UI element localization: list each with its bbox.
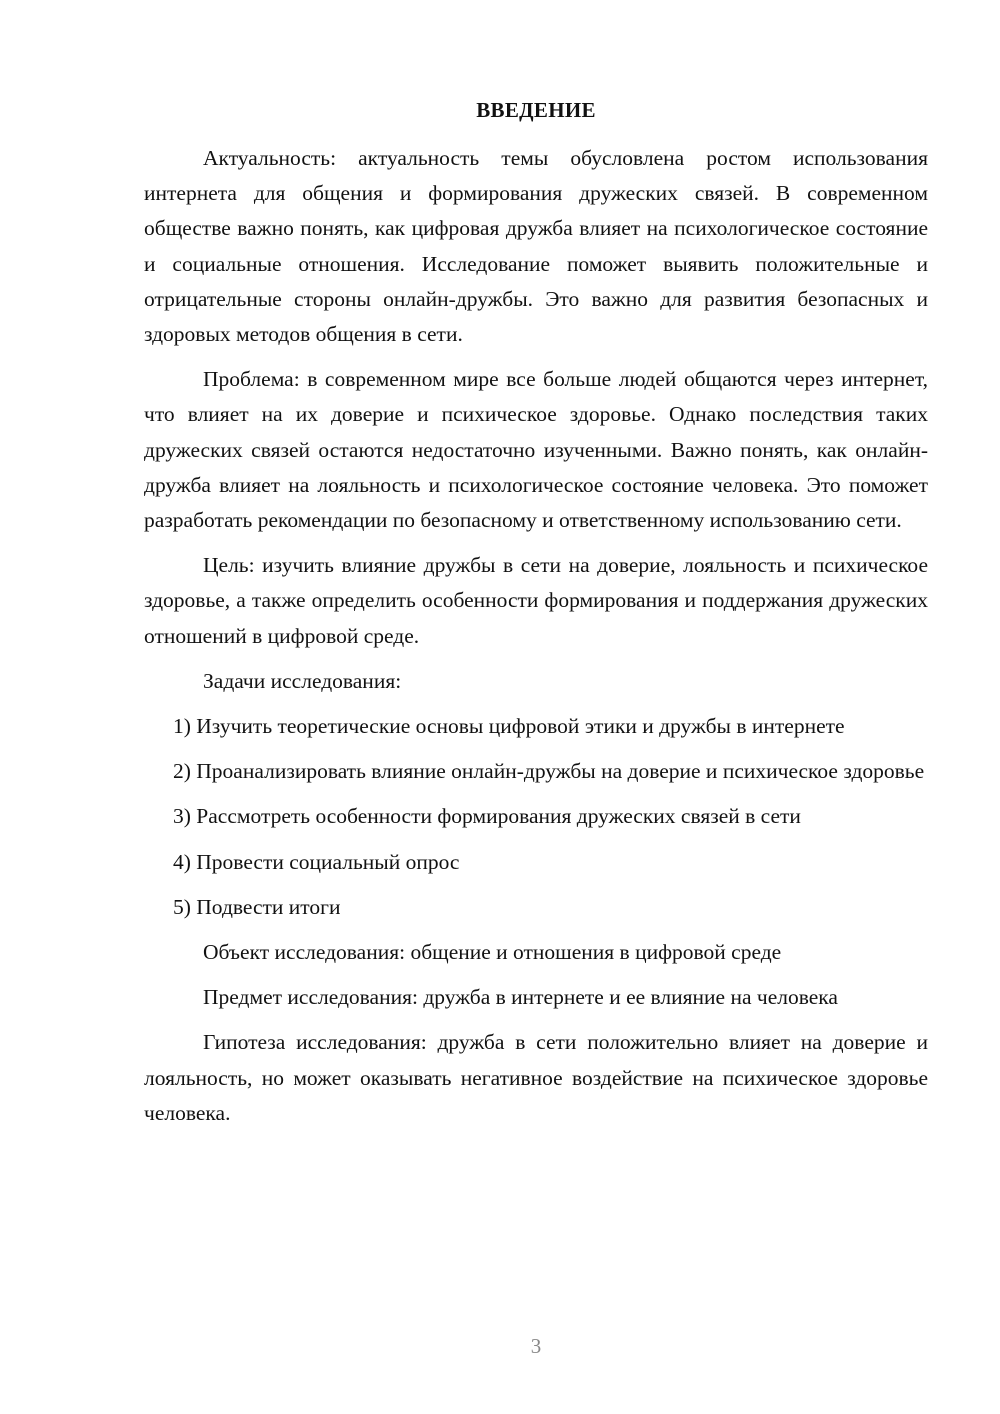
tasks-heading: Задачи исследования: [203, 668, 402, 693]
paragraph-subject: Предмет исследования: дружба в интернете и ее влияние на человека [203, 985, 838, 1010]
paragraph-problem: Проблема: в современном мире все больше людей общаются через интернет, что влияет на их доверие и психическое здоровье. Однако последствия таких дружеских связей остаются недостаточно изученными. Важно понять, как онлайн-дружба влияет на лояльность и психологическое состояние человека. Это поможет разработать рекомендации по безопасному и ответственному использованию сети. [144, 367, 928, 533]
task-item-5: 5) Подвести итоги [173, 894, 341, 919]
page-number: 3 [530, 1334, 542, 1358]
task-item-2: 2) Проанализировать влияние онлайн-дружбы на доверие и психическое здоровье [173, 759, 925, 784]
paragraph-goal: Цель: изучить влияние дружбы в сети на доверие, лояльность и психическое здоровье, а также определить особенности формирования и поддержания дружеских отношений в цифровой среде. [144, 553, 928, 648]
section-title: ВВЕДЕНИЕ [476, 98, 596, 122]
document-body [144, 141, 928, 1131]
task-item-1: 1) Изучить теоретические основы цифровой этики и дружбы в интернете [173, 714, 845, 739]
paragraph-object: Объект исследования: общение и отношения в цифровой среде [203, 940, 782, 965]
paragraph-hypothesis: Гипотеза исследования: дружба в сети положительно влияет на доверие и лояльность, но может оказывать негативное воздействие на психическое здоровье человека. [144, 1030, 928, 1125]
task-item-3: 3) Рассмотреть особенности формирования дружеских связей в сети [173, 804, 801, 829]
paragraph-relevance: Актуальность: актуальность темы обусловлена ростом использования интернета для общения и формирования дружеских связей. В современном обществе важно понять, как цифровая дружба влияет на психологическое состояние и социальные отношения. Исследование поможет выявить положительные и отрицательные стороны онлайн-дружбы. Это важно для развития безопасных и здоровых методов общения в сети. [144, 146, 928, 347]
task-item-4: 4) Провести социальный опрос [173, 849, 460, 874]
